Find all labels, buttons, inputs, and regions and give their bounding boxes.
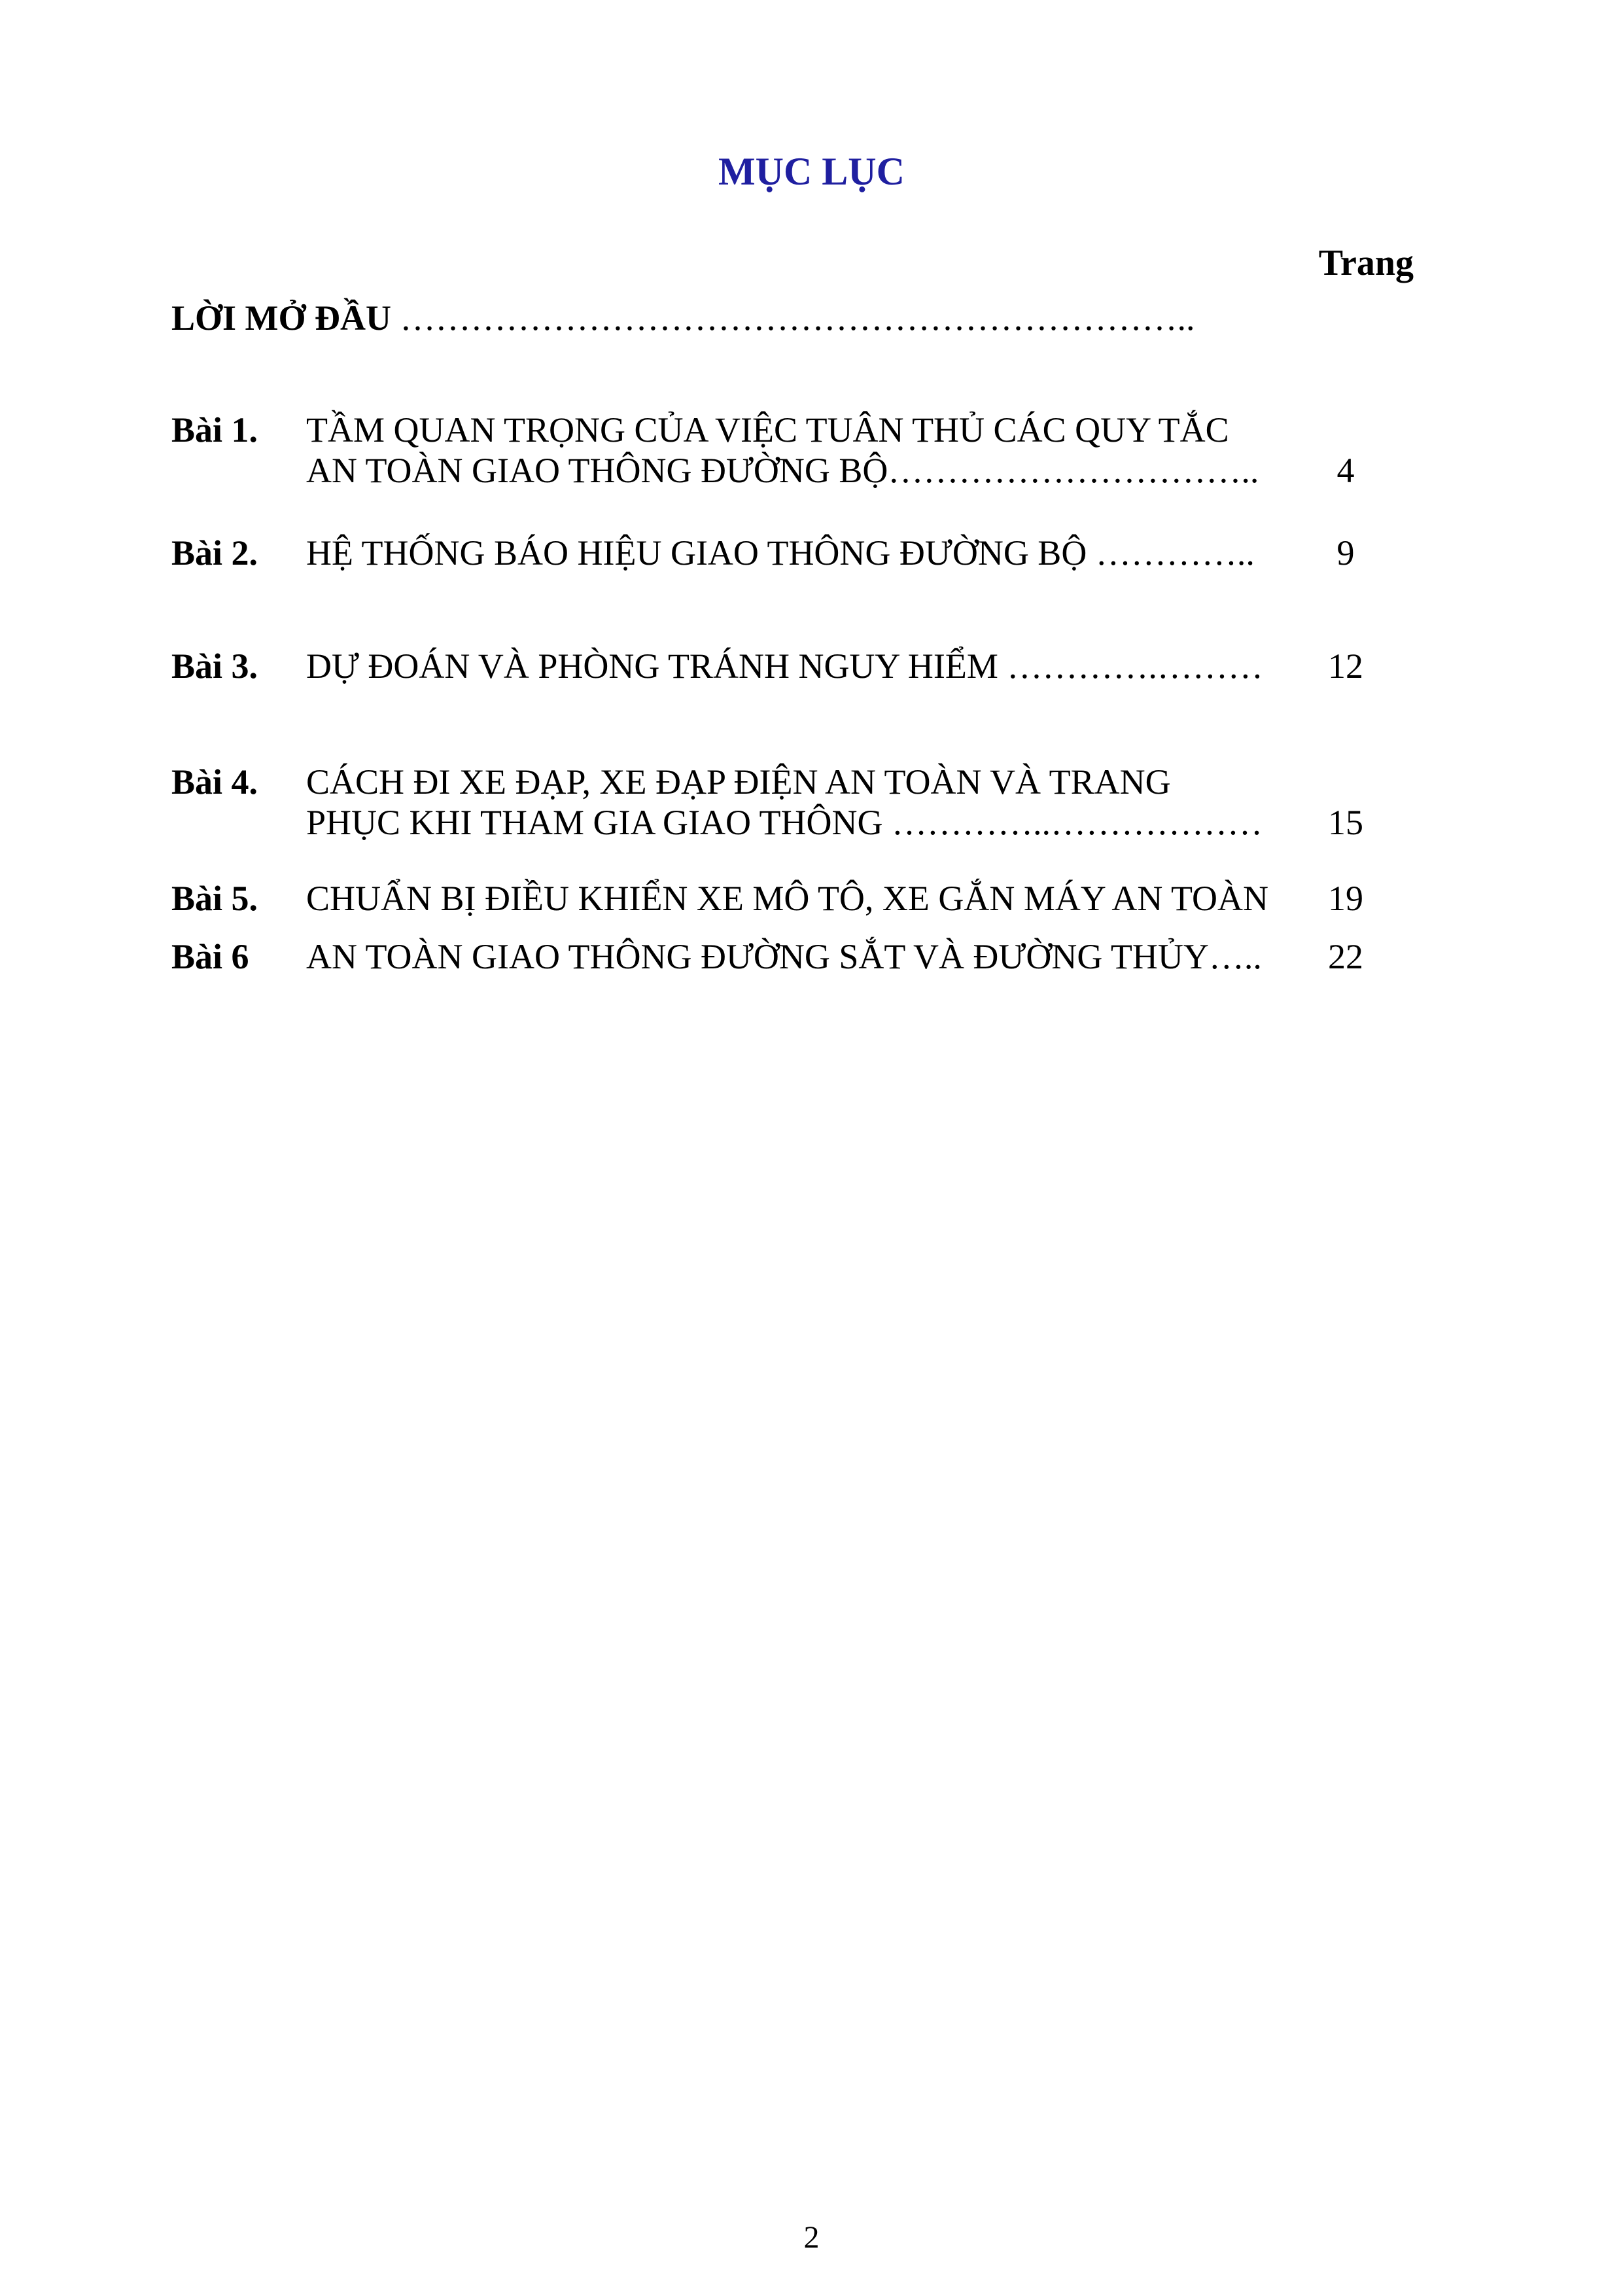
toc-entry-5[interactable] xyxy=(171,878,1382,919)
lesson-title-line: HỆ THỐNG BÁO HIỆU GIAO THÔNG ĐƯỜNG BỘ ………….. xyxy=(306,533,1255,573)
page-number: 2 xyxy=(803,2220,820,2255)
intro-leader: ………………………………………………………….. xyxy=(400,298,1195,338)
lesson-title-line: DỰ ĐOÁN VÀ PHÒNG TRÁNH NGUY HIỂM ………….……… xyxy=(306,646,1263,686)
lesson-title xyxy=(306,936,1262,977)
lesson-title-line: PHỤC KHI THAM GIA GIAO THÔNG …………..……………… xyxy=(306,803,1263,842)
lesson-number: Bài 2. xyxy=(171,533,258,573)
lesson-title xyxy=(306,878,1268,919)
lesson-title-line: TẦM QUAN TRỌNG CỦA VIỆC TUÂN THỦ CÁC QUY TẮC xyxy=(306,410,1229,450)
page-column-label: Trang xyxy=(1318,243,1414,283)
lesson-page-number: 15 xyxy=(1328,803,1363,842)
lesson-page-number: 19 xyxy=(1328,879,1363,918)
lesson-title-line: AN TOÀN GIAO THÔNG ĐƯỜNG BỘ………………………….. xyxy=(306,451,1259,490)
toc-entry-1[interactable] xyxy=(171,410,1382,491)
lesson-page-number: 9 xyxy=(1336,533,1355,573)
page-title: MỤC LỤC xyxy=(718,150,905,193)
toc-entry-6[interactable] xyxy=(171,936,1382,977)
lesson-number: Bài 3. xyxy=(171,646,258,686)
lesson-page-number: 12 xyxy=(1328,646,1363,686)
toc-intro-entry[interactable] xyxy=(171,292,1195,344)
lesson-page-number: 4 xyxy=(1336,451,1355,490)
lesson-number: Bài 4. xyxy=(171,762,258,802)
lesson-title-line: CHUẨN BỊ ĐIỀU KHIỂN XE MÔ TÔ, XE GẮN MÁY AN TOÀN xyxy=(306,879,1268,918)
lesson-title xyxy=(306,533,1255,573)
intro-title: LỜI MỞ ĐẦU xyxy=(171,298,391,338)
toc-entry-3[interactable] xyxy=(171,646,1382,686)
lesson-title-line: CÁCH ĐI XE ĐẠP, XE ĐẠP ĐIỆN AN TOÀN VÀ TRANG xyxy=(306,762,1171,802)
lesson-title xyxy=(306,410,1259,491)
lesson-title xyxy=(306,646,1263,686)
lesson-title xyxy=(306,762,1263,843)
lesson-page-number: 22 xyxy=(1328,937,1363,976)
toc-entry-2[interactable] xyxy=(171,533,1382,573)
lesson-number: Bài 6 xyxy=(171,937,249,976)
lesson-number: Bài 1. xyxy=(171,410,258,450)
lesson-number: Bài 5. xyxy=(171,879,258,918)
toc-entry-4[interactable] xyxy=(171,762,1382,843)
lesson-title-line: AN TOÀN GIAO THÔNG ĐƯỜNG SẮT VÀ ĐƯỜNG THỦY….. xyxy=(306,937,1262,976)
